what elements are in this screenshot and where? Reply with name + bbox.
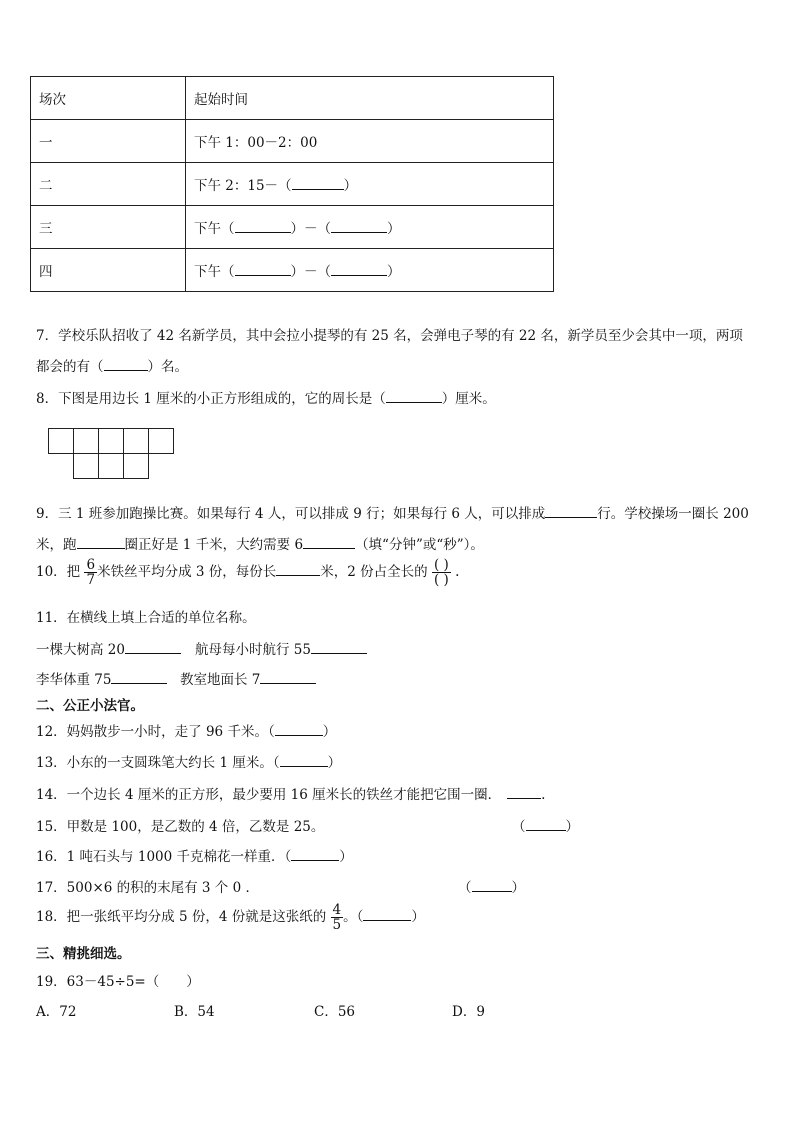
answer-blank[interactable] [363,908,411,921]
question-15 [36,815,324,835]
answer-blank[interactable] [276,563,320,576]
question-11-item [180,668,316,688]
table-header-row [31,77,554,120]
answer-blank[interactable] [292,177,344,190]
answer-blank[interactable] [545,505,597,518]
question-17 [36,876,259,896]
question-text: ） [511,880,525,896]
unit-square [48,428,74,454]
question-text: 10．把 [36,564,81,580]
answer-blank[interactable] [235,263,291,276]
unit-square [98,453,124,479]
question-text: ）名。 [147,359,188,375]
question-16 [36,845,353,865]
question-11-item [36,668,167,688]
question-11-item [195,638,367,658]
time-text: 下午 2：15－（ [194,178,292,194]
time-cell [186,163,554,206]
question-11-title: 11．在横线上填上合适的单位名称。 [36,610,256,626]
unit-square [73,428,99,454]
question-text: 8．下图是用边长 1 厘米的小正方形组成的，它的周长是（ [36,391,386,407]
answer-blank[interactable] [260,671,316,684]
option-b[interactable]: B．54 [174,1004,215,1020]
question-text: 9．三 1 班参加跑操比赛。如果每行 4 人，可以排成 9 行；如果每行 6 人，可以排成 [36,506,546,522]
answer-blank[interactable] [275,723,323,736]
question-text: 15．甲数是 100，是乙数的 4 倍，乙数是 25。 [36,819,325,835]
unit-square [123,453,149,479]
answer-blank[interactable] [303,536,355,549]
question-text: 17．500×6 的积的末尾有 3 个 0 ． [36,880,259,896]
answer-blank[interactable] [386,390,442,403]
answer-blank[interactable] [291,848,339,861]
session-cell: 一 [31,120,186,163]
answer-blank[interactable] [331,220,387,233]
question-15-answer [512,815,579,835]
time-text: ） [343,178,358,194]
time-text: 下午（ [194,221,235,237]
answer-fraction-blank[interactable] [432,558,451,587]
question-text: （ [458,880,472,896]
question-7-line1: 7．学校乐队招收了 42 名新学员，其中会拉小提琴的有 25 名，会弹电子琴的有 22 名，新学员至少会其中一项，两项 [36,328,743,344]
question-text: ） [322,724,337,740]
time-text: ） [387,221,401,237]
question-text: 米，2 份占全长的 [320,564,428,580]
question-17-answer [458,876,525,896]
question-13 [36,751,341,771]
question-text: ） [327,755,342,771]
answer-blank[interactable] [280,754,328,767]
answer-blank[interactable] [472,879,512,892]
fraction-denominator: ( ) [433,572,449,588]
question-7-line2 [36,355,188,375]
time-text: ） [387,264,401,280]
question-10 [36,558,459,587]
section-heading: 三、精挑细选。 [36,946,131,962]
question-8 [36,387,496,407]
question-text: （填“分钟”或“秒”）。 [355,537,484,553]
question-text: . [455,564,460,580]
question-14 [36,783,545,803]
question-text: 李华体重 75 [36,672,112,688]
question-text: 12．妈妈散步一小时，走了 96 千米。（ [36,724,275,740]
fraction-six-sevenths [84,558,97,587]
question-11-item [36,638,181,658]
time-cell [186,249,554,292]
answer-blank[interactable] [311,641,367,654]
option-a[interactable]: A．72 [36,1004,77,1020]
question-text: 米，跑 [36,537,77,553]
question-text: 16．1 吨石头与 1000 千克棉花一样重．（ [36,849,292,865]
question-text: （ [512,819,526,835]
table-row [31,120,554,163]
question-text: 都会的有（ [36,359,104,375]
answer-blank[interactable] [507,786,541,799]
fraction-denominator: 5 [332,917,342,933]
question-text: 行。学校操场一圈长 200 [597,506,749,522]
question-text: 14．一个边长 4 厘米的正方形，最少要用 16 厘米长的铁丝才能把它围一圈． [36,787,502,803]
question-12 [36,720,336,740]
question-text: ） [411,909,425,925]
answer-blank[interactable] [111,671,167,684]
option-c[interactable]: C．56 [314,1004,356,1020]
time-cell: 下午 1：00－2：00 [186,120,554,163]
session-cell: 三 [31,206,186,249]
fraction-numerator: ( ) [433,557,449,573]
time-text: 下午（ [194,264,235,280]
question-text: 米铁丝平均分成 3 份，每份长 [97,564,277,580]
answer-blank[interactable] [77,536,125,549]
header-cell-start-time: 起始时间 [186,77,554,120]
table-row [31,163,554,206]
answer-blank[interactable] [235,220,291,233]
unit-square [98,428,124,454]
header-cell-session: 场次 [31,77,186,120]
answer-blank[interactable] [526,818,566,831]
unit-squares-figure [48,428,178,482]
question-text: ）厘米。 [441,391,496,407]
question-text: 。（ [343,909,364,925]
table-row [31,249,554,292]
question-text: 航母每小时航行 55 [195,642,311,658]
fraction-numerator: 4 [332,902,342,918]
question-9-line2 [36,533,484,553]
question-text: 一棵大树高 20 [36,642,125,658]
question-19-stem: 19．63－45÷5=（ ） [36,974,200,990]
unit-square [123,428,149,454]
question-text: 18．把一张纸平均分成 5 份，4 份就是这张纸的 [36,909,327,925]
fraction-denominator: 7 [86,572,96,588]
answer-blank[interactable] [331,263,387,276]
question-text: 教室地面长 7 [180,672,261,688]
section-heading: 二、公正小法官。 [36,698,144,714]
table-row [31,206,554,249]
time-cell [186,206,554,249]
schedule-table [30,76,554,292]
session-cell: 四 [31,249,186,292]
question-text: ） [565,819,579,835]
fraction-numerator: 6 [86,557,96,573]
question-text: 13．小东的一支圆珠笔大约长 1 厘米。（ [36,755,280,771]
question-text: . [541,787,546,803]
answer-blank[interactable] [104,358,148,371]
unit-square [73,453,99,479]
fraction-four-fifths [331,903,344,932]
question-text: 圈正好是 1 千米，大约需要 6 [124,537,304,553]
time-text: ）－（ [290,221,331,237]
unit-square [148,428,174,454]
session-cell: 二 [31,163,186,206]
option-d[interactable]: D．9 [452,1004,485,1020]
question-18 [36,903,425,932]
answer-blank[interactable] [125,641,181,654]
question-text: ） [339,849,353,865]
question-9-line1 [36,502,749,522]
time-text: ）－（ [290,264,331,280]
